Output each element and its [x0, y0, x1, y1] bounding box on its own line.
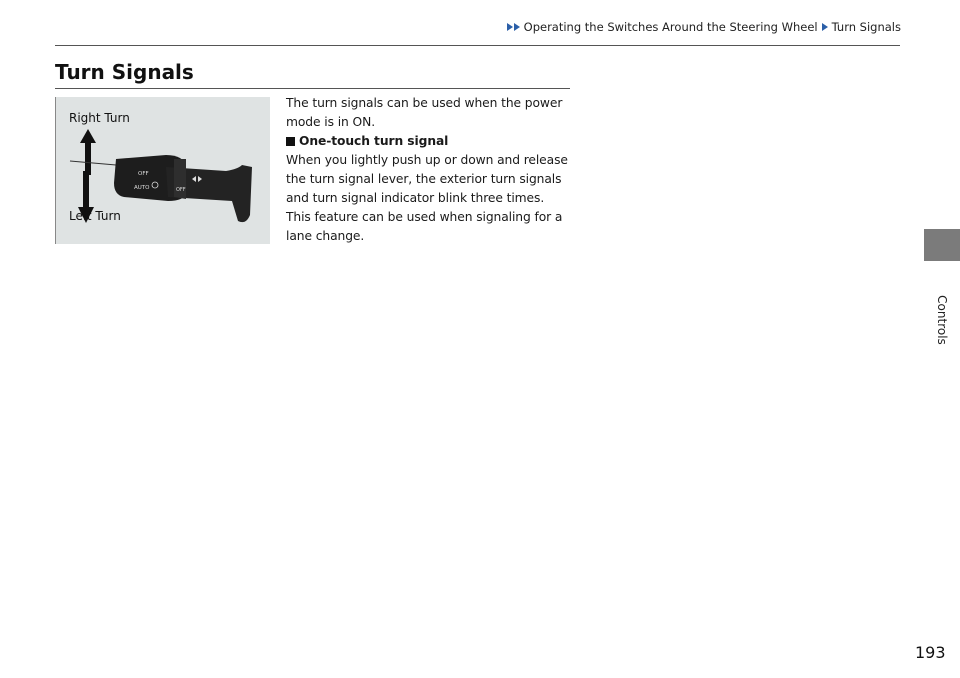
- section-tab-text: Controls: [935, 295, 949, 345]
- breadcrumb-section[interactable]: Operating the Switches Around the Steering Wheel: [523, 20, 818, 34]
- header-divider: [55, 45, 900, 46]
- section-tab[interactable]: [924, 229, 960, 261]
- breadcrumb-topic[interactable]: Turn Signals: [831, 20, 901, 34]
- body-text: [286, 94, 570, 246]
- intro-paragraph: The turn signals can be used when the power mode is in ON.: [286, 96, 563, 129]
- title-divider: [55, 88, 570, 89]
- breadcrumb-arrow-icon: [822, 23, 828, 31]
- breadcrumb-separator: [822, 20, 829, 34]
- left-turn-label: Left Turn: [69, 209, 121, 223]
- breadcrumb: [507, 20, 901, 34]
- square-bullet-icon: [286, 137, 295, 146]
- neutral-line: [70, 161, 116, 165]
- subheading-text: One-touch turn signal: [299, 134, 449, 148]
- section-tab-label: [922, 290, 960, 350]
- breadcrumb-arrow-icon: [507, 23, 513, 31]
- page-title: Turn Signals: [55, 60, 194, 84]
- lever-ring: [174, 159, 186, 199]
- breadcrumb-arrow-icon: [514, 23, 520, 31]
- turn-signal-illustration: [55, 97, 270, 244]
- stalk-mark-auto: AUTO: [134, 185, 150, 191]
- stalk-mark-off-2: OFF: [176, 187, 186, 193]
- stalk-mark-off: OFF: [138, 171, 149, 177]
- right-turn-label: Right Turn: [69, 111, 130, 125]
- description-paragraph: When you lightly push up or down and release the turn signal lever, the exterior turn signals and turn signal indicator blink three times. This feature can be used when signaling for a lane change.: [286, 153, 568, 243]
- page-number: 193: [915, 643, 946, 662]
- subheading: [286, 132, 570, 151]
- up-arrow-icon: [80, 129, 96, 175]
